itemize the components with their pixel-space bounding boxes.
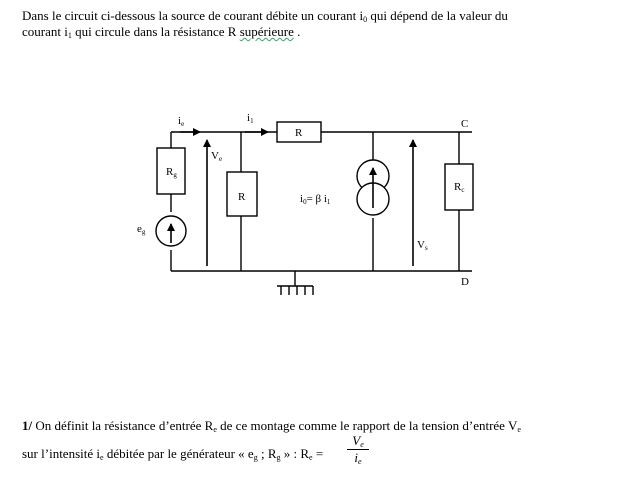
label-vs: Vs — [417, 239, 428, 252]
intro-line-1-text-a: Dans le circuit ci-dessous la source de courant débite un courant i — [22, 8, 364, 23]
label-eg: eg — [137, 223, 146, 236]
intro-line-2-text-d: . — [293, 24, 301, 39]
intro-line-2-text-a: courant i — [22, 24, 68, 39]
question-line-2-text-b: débitée par le générateur « e — [103, 446, 254, 461]
label-i1: i1 — [247, 112, 254, 125]
question-line-2-text-d: » : R — [280, 446, 310, 461]
label-r-mid: R — [238, 191, 246, 203]
question-line-1 — [22, 418, 521, 434]
label-ve: Ve — [211, 150, 223, 163]
intro-line-2-text-b: qui circule dans la résistance R — [71, 24, 240, 39]
intro-line-2-sub: 1 — [67, 31, 72, 40]
question-line-2-text-a: sur l’intensité i — [22, 446, 100, 461]
question-line-2-text-c: ; R — [257, 446, 277, 461]
label-r-top: R — [295, 127, 303, 139]
question-line-1-sub-b: e — [517, 425, 521, 434]
intro-line-1-sub: 0 — [363, 15, 368, 24]
question-line-2 — [22, 446, 323, 462]
label-node-c: C — [461, 118, 469, 130]
label-rg: Rg — [166, 166, 177, 179]
question-line-2-sub-c: g — [276, 453, 281, 462]
question-line-1-text-b: de ce montage comme le rapport de la tension d’entrée V — [216, 418, 518, 433]
question-line-2-sub-b: g — [253, 453, 258, 462]
fraction-denominator: $i_e$ — [354, 450, 362, 466]
question-line-1-text-a: On définit la résistance d’entrée R — [32, 418, 214, 433]
fraction-ve-over-ie — [347, 434, 369, 465]
label-i0-equation: i0= β i1 — [300, 193, 331, 206]
fraction-numerator: $V_e$ — [352, 433, 364, 449]
question-number: 1/ — [22, 418, 33, 433]
question-line-1-sub-a: e — [213, 425, 217, 434]
circuit-components — [156, 122, 473, 246]
label-ie: ie — [178, 115, 185, 128]
question-line-2-text-e: = — [312, 446, 324, 461]
intro-line-1-text-b: qui dépend de la valeur du — [367, 8, 508, 23]
question-line-2-sub-a: e — [100, 453, 104, 462]
question-line-2-sub-d: e — [309, 453, 313, 462]
label-rc: Rc — [454, 181, 465, 194]
intro-line-2-spellcheck-word: supérieure — [239, 24, 294, 39]
label-node-d: D — [461, 276, 469, 288]
